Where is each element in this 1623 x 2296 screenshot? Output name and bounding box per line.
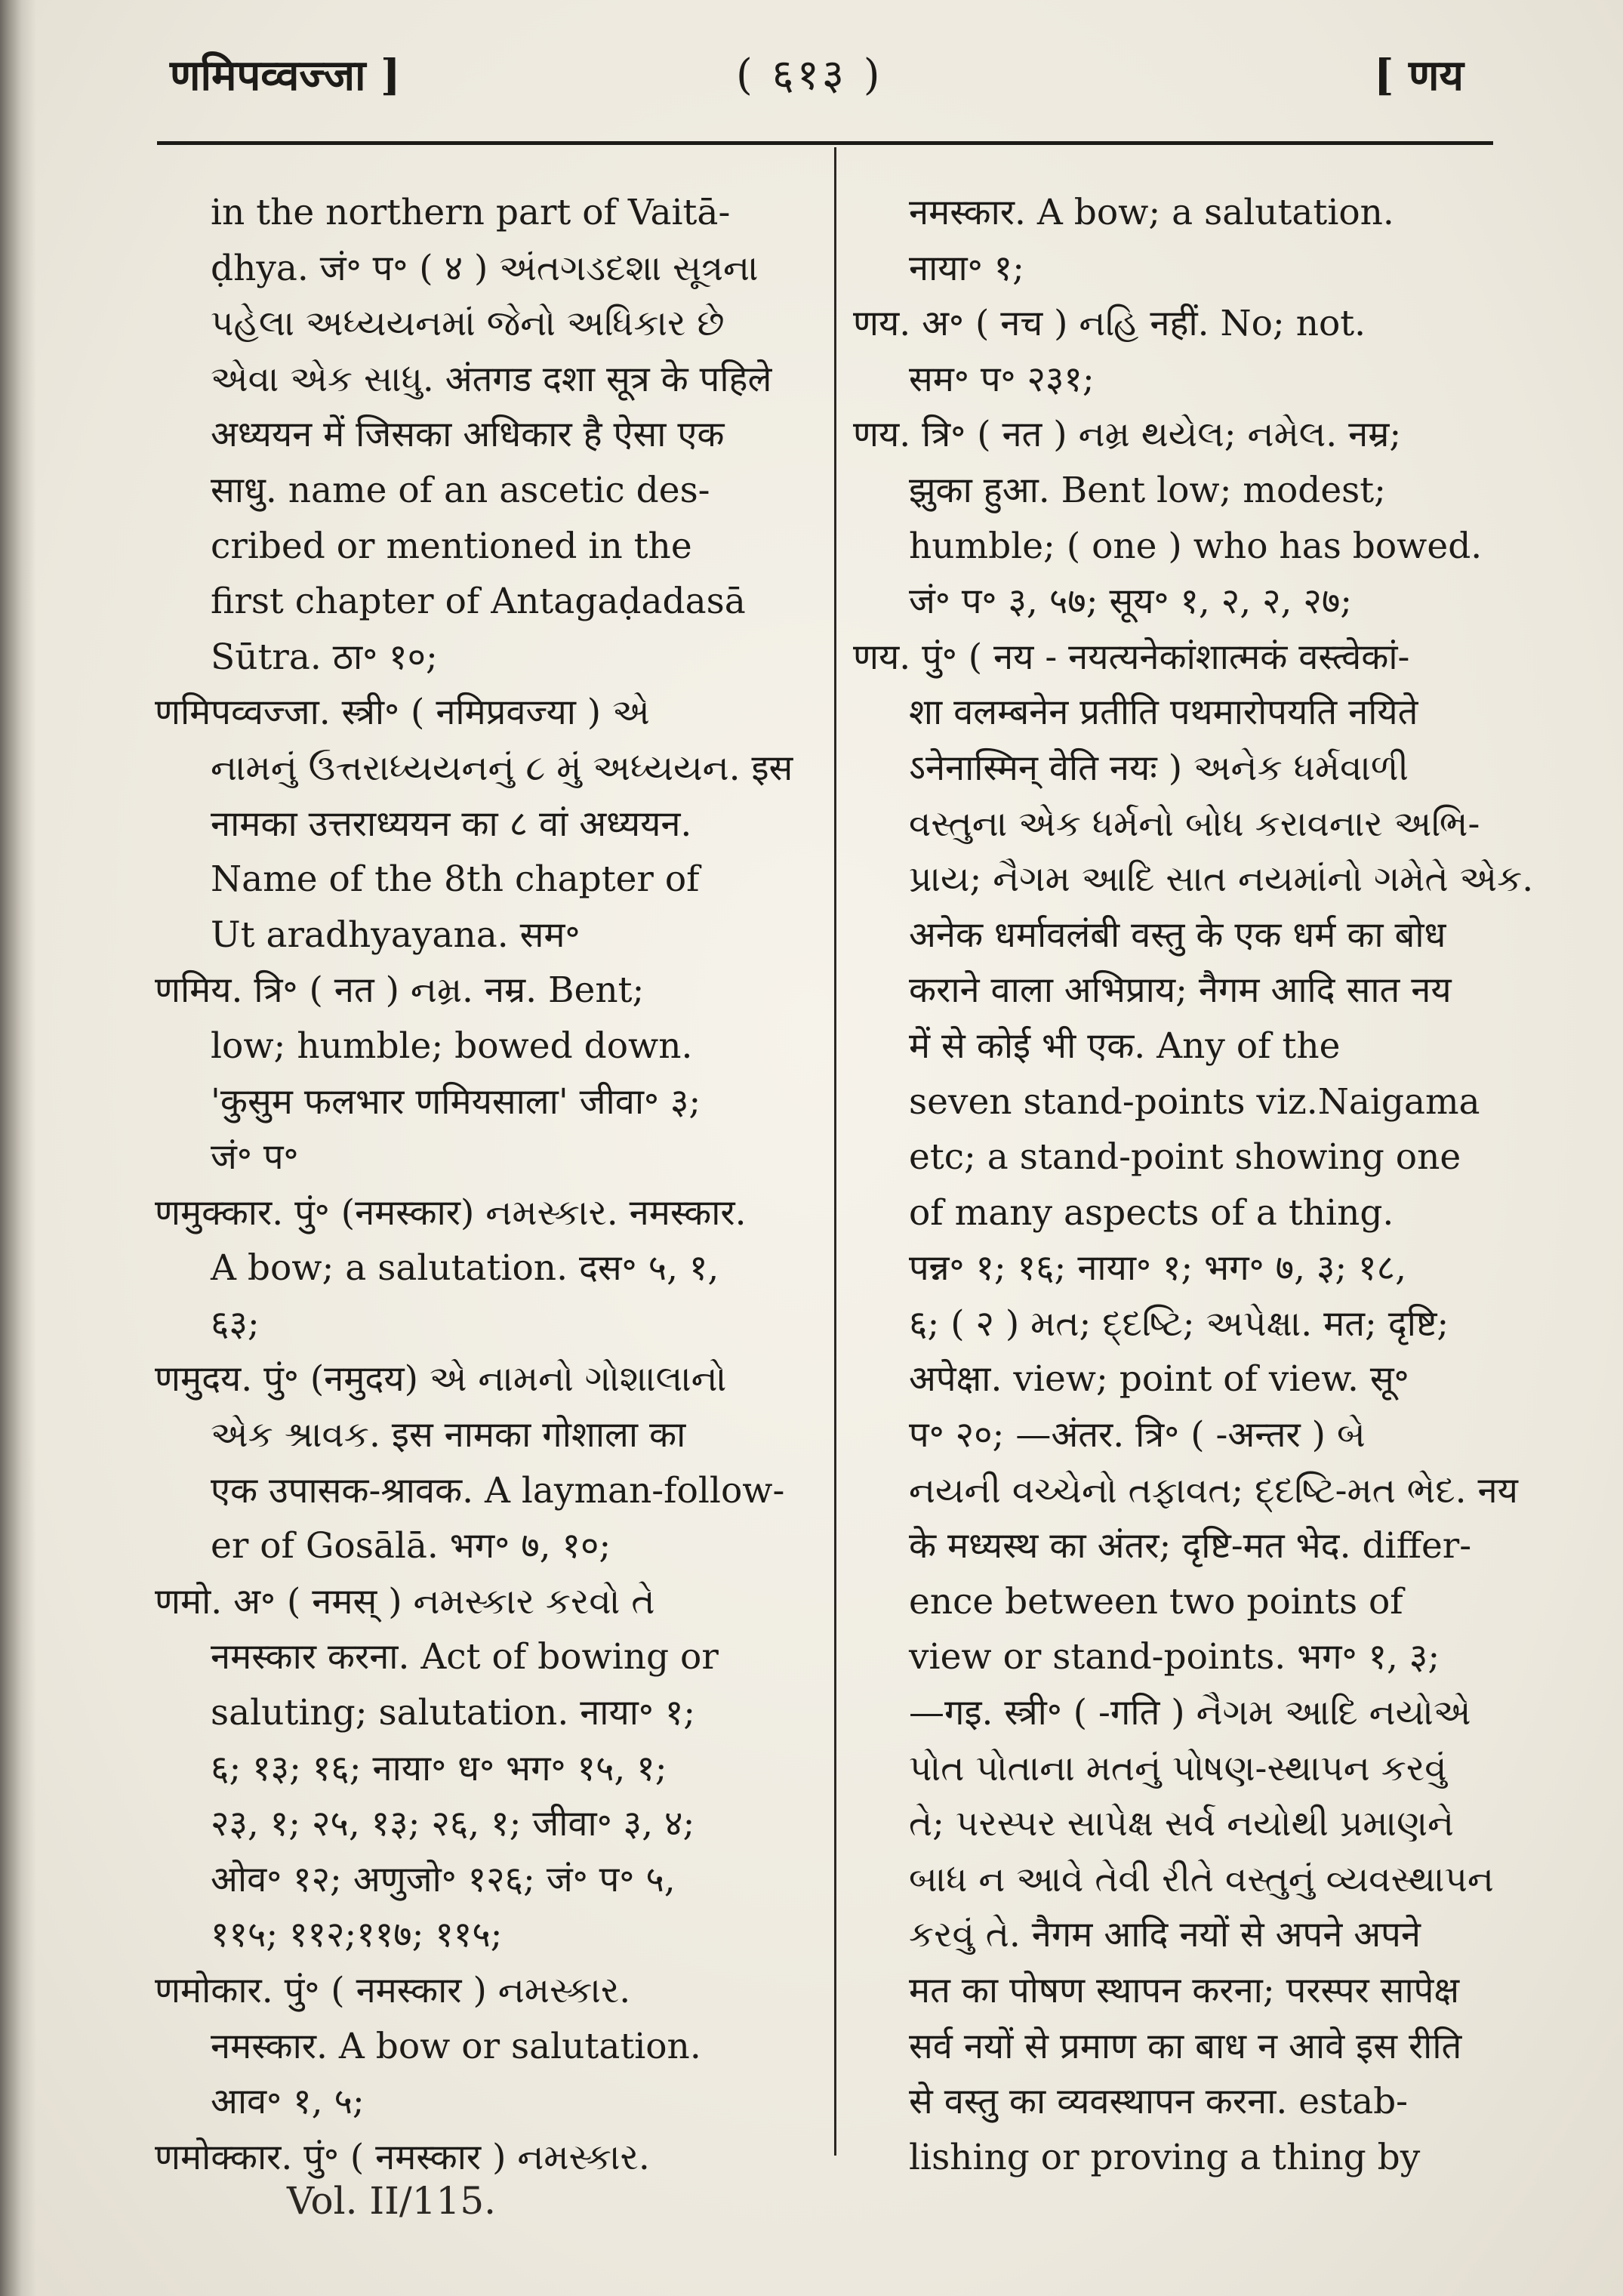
- entry-headline: णमुदय. पुं॰ (नमुदय) એ નામનો ગોશાલાનો: [155, 1358, 727, 1401]
- entry-line: ६३;: [211, 1302, 260, 1345]
- entry-line: 'कुसुम फलभार णमियसाला' जीवा॰ ३;: [211, 1080, 701, 1123]
- entry-line: कराने वाला अभिप्राय; नैगम आदि सात नय: [909, 969, 1452, 1012]
- dictionary-entry-naya-standpoint: [853, 630, 1534, 2186]
- entry-line: કરવું તે. नैगम आदि नयों से अपने अपने: [909, 1914, 1421, 1956]
- entry-line: आव॰ १, ५;: [211, 2081, 365, 2123]
- entry-line: Ut aradhyayana. सम॰: [211, 914, 581, 956]
- entry-line: जं॰ प॰: [211, 1136, 299, 1179]
- dictionary-entry-naya-no: [853, 296, 1487, 407]
- entry-headline: णमुक्कार. पुं॰ (नमस्कार) નમસ્કાર. नमस्कार.: [155, 1191, 747, 1234]
- entry-line: etc; a stand-point showing one: [909, 1136, 1461, 1179]
- entry-line: પોત પોતાના મતનું પોષણ-સ્થાપન કરવું: [909, 1747, 1447, 1789]
- entry-headline: णय. त्रि॰ ( नत ) નમ્ર થયેલ; નમેલ. नम्र;: [853, 414, 1402, 456]
- entry-line: शा वलम्बनेन प्रतीति पथमारोपयति नयिते: [909, 692, 1418, 734]
- entry-line: के मध्यस्थ का अंतर; दृष्टि-मत भेद. differ-: [909, 1525, 1472, 1567]
- entry-line: झुका हुआ. Bent low; modest;: [909, 469, 1387, 511]
- entry-line: humble; ( one ) who has bowed.: [909, 525, 1483, 567]
- entry-headline: णय. अ॰ ( नच ) નહિ नहीं. No; not.: [853, 303, 1366, 345]
- entry-line: એવા એક સાધુ. अंतगड दशा सूत्र के पहिले: [211, 358, 772, 400]
- entry-line: सर्व नयों से प्रमाण का बाध न आवे इस रीति: [909, 2025, 1462, 2067]
- dictionary-entry-naya-bent: [853, 407, 1487, 629]
- entry-line: ११५; ११२;११७; ११५;: [211, 1914, 503, 1956]
- entry-line: मत का पोषण स्थापन करना; परस्पर सापेक्ष: [909, 1970, 1460, 2011]
- entry-line: વસ્તુના એક ધર્મનો બોધ કરાવનાર અભિ-: [909, 803, 1480, 845]
- page-header: [0, 0, 1623, 151]
- entry-line: जं॰ प॰ ३, ५७; सूय॰ १, २, २, २७;: [909, 581, 1353, 623]
- entry-line: નયની વચ્ચેનો તફાવત; દ્દષ્ટિ-મત ભેદ. नय: [909, 1469, 1518, 1512]
- entry-line: ६; ( २ ) મત; દ્દષ્ટિ; અપેક્ષા. मत; दृष्टि;: [909, 1302, 1449, 1345]
- entry-line: २३, १; २५, १३; २६, १; जीवा॰ ३, ४;: [211, 1803, 695, 1845]
- entry-line: seven stand-points viz.Naigama: [909, 1080, 1480, 1123]
- entry-line: अपेक्षा. view; point of view. सू॰: [909, 1358, 1409, 1401]
- right-column: [853, 185, 1534, 2185]
- entry-line: er of Gosālā. भग॰ ७, १०;: [211, 1525, 611, 1567]
- entry-line: ence between two points of: [909, 1580, 1403, 1623]
- dictionary-entry-namokara: [155, 1963, 804, 2130]
- entry-line: Sūtra. ठा॰ १०;: [211, 636, 438, 678]
- entry-line: તે; પરસ્પર સાપેક્ષ સર્વ નયોથી પ્રમાણને: [909, 1803, 1455, 1845]
- entry-line: —गइ. स्त्री॰ ( -गति ) નૈગમ આદિ નયોએ: [909, 1692, 1471, 1734]
- entry-line: साधु. name of an ascetic des-: [211, 469, 710, 511]
- entry-line: अनेक धर्मावलंबी वस्तु के एक धर्म का बोध: [909, 914, 1446, 956]
- entry-line: પહેલા અધ્યયનમાં જેનો અધિકાર છે: [211, 303, 725, 345]
- binding-edge: [0, 0, 36, 2296]
- entry-line: cribed or mentioned in the: [211, 525, 692, 567]
- entry-line: नमस्कार. A bow; a salutation.: [909, 192, 1394, 233]
- header-left-guideword: णमिपव्वज्जा ]: [170, 51, 401, 100]
- entry-headline: णमोकार. पुं॰ ( नमस्कार ) નમસ્કાર.: [155, 1970, 631, 2011]
- entry-line: प॰ २०; —अंतर. त्रि॰ ( -अन्तर ) બે: [909, 1414, 1366, 1456]
- left-column: [155, 185, 804, 2185]
- entry-line: नमस्कार. A bow or salutation.: [211, 2025, 701, 2067]
- entry-headline: णमिपव्वज्जा. स्त्री॰ ( नमिप्रवज्या ) એ: [155, 692, 650, 734]
- entry-headline: णमो. अ॰ ( नमस् ) નમસ્કાર કરવો તે: [155, 1580, 655, 1623]
- entry-line: view or stand-points. भग॰ १, ३;: [909, 1636, 1440, 1678]
- entry-line: ६; १३; १६; नाया॰ ध॰ भग॰ १५, १;: [211, 1747, 667, 1789]
- entry-line: नामका उत्तराध्ययन का ८ वां अध्ययन.: [211, 803, 692, 845]
- entry-line: બાધ ન આવે તેવી રીતે વસ્તુનું વ્યવસ્થાપન: [909, 1858, 1494, 1900]
- entry-headline: णय. पुं॰ ( नय - नयत्यनेकांशात्मकं वस्त्वेकां-: [853, 636, 1410, 678]
- entry-line: में से कोई भी एक. Any of the: [909, 1025, 1341, 1067]
- column-divider: [834, 147, 836, 2156]
- dictionary-entry-namukkara: [155, 1185, 804, 1352]
- entry-line: Name of the 8th chapter of: [211, 858, 700, 901]
- entry-line: ऽनेनास्मिन् वेति नयः ) અનેક ધર્મવાળી: [909, 747, 1409, 789]
- entry-line: ओव॰ १२; अणुजो॰ १२६; जं॰ प॰ ५,: [211, 1858, 676, 1900]
- entry-line: એક શ્રાવક. इस नामका गोशाला का: [211, 1414, 686, 1456]
- entry-line: A bow; a salutation. दस॰ ५, १,: [211, 1247, 719, 1290]
- dictionary-entry-continued-namokkara: [853, 185, 1487, 296]
- entry-headline: णमोक्कार. पुं॰ ( नमस्कार ) નમસ્કાર.: [155, 2136, 650, 2178]
- entry-line: in the northern part of Vaitā-: [211, 192, 731, 233]
- entry-line: low; humble; bowed down.: [211, 1025, 693, 1067]
- entry-line: से वस्तु का व्यवस्थापन करना. estab-: [909, 2081, 1409, 2123]
- dictionary-entry-namiya: [155, 963, 804, 1185]
- entry-line: एक उपासक-श्रावक. A layman-follow-: [211, 1469, 785, 1512]
- entry-line: પ્રાય; નૈગમ આદિ સાત નયમાંનો ગમેતે એક.: [909, 858, 1534, 901]
- dictionary-entry-namipavvajja: [155, 685, 804, 963]
- entry-line: अध्ययन में जिसका अधिकार है ऐसा एक: [211, 414, 725, 456]
- entry-line: नाया॰ १;: [909, 247, 1024, 289]
- footer-volume-mark: Vol. II/115.: [287, 2179, 497, 2223]
- entry-line: saluting; salutation. नाया॰ १;: [211, 1692, 696, 1734]
- dictionary-entry-continued-namisadhu: [155, 185, 804, 685]
- entry-line: lishing or proving a thing by: [909, 2136, 1421, 2178]
- entry-line: of many aspects of a thing.: [909, 1191, 1394, 1234]
- dictionary-entry-namudaya: [155, 1351, 804, 1573]
- header-rule: [157, 141, 1493, 145]
- entry-line: first chapter of Antagaḍadasā: [211, 581, 746, 623]
- page-number: ( ६१३ ): [736, 51, 883, 100]
- dictionary-entry-namo: [155, 1574, 804, 1963]
- entry-line: નામનું ઉત્તરાધ્યયનનું ૮ મું અધ્યયન. इस: [211, 747, 793, 789]
- entry-line: पन्न॰ १; १६; नाया॰ १; भग॰ ७, ३; १८,: [909, 1247, 1407, 1290]
- entry-line: नमस्कार करना. Act of bowing or: [211, 1636, 719, 1678]
- header-right-guideword: [ णय: [1374, 51, 1464, 100]
- entry-headline: णमिय. त्रि॰ ( नत ) નમ્ર. नम्र. Bent;: [155, 969, 645, 1012]
- entry-line: ḍhya. जं॰ प॰ ( ४ ) અંતગડદશા સૂત્રના: [211, 247, 759, 289]
- entry-line: सम॰ प॰ २३१;: [909, 358, 1095, 400]
